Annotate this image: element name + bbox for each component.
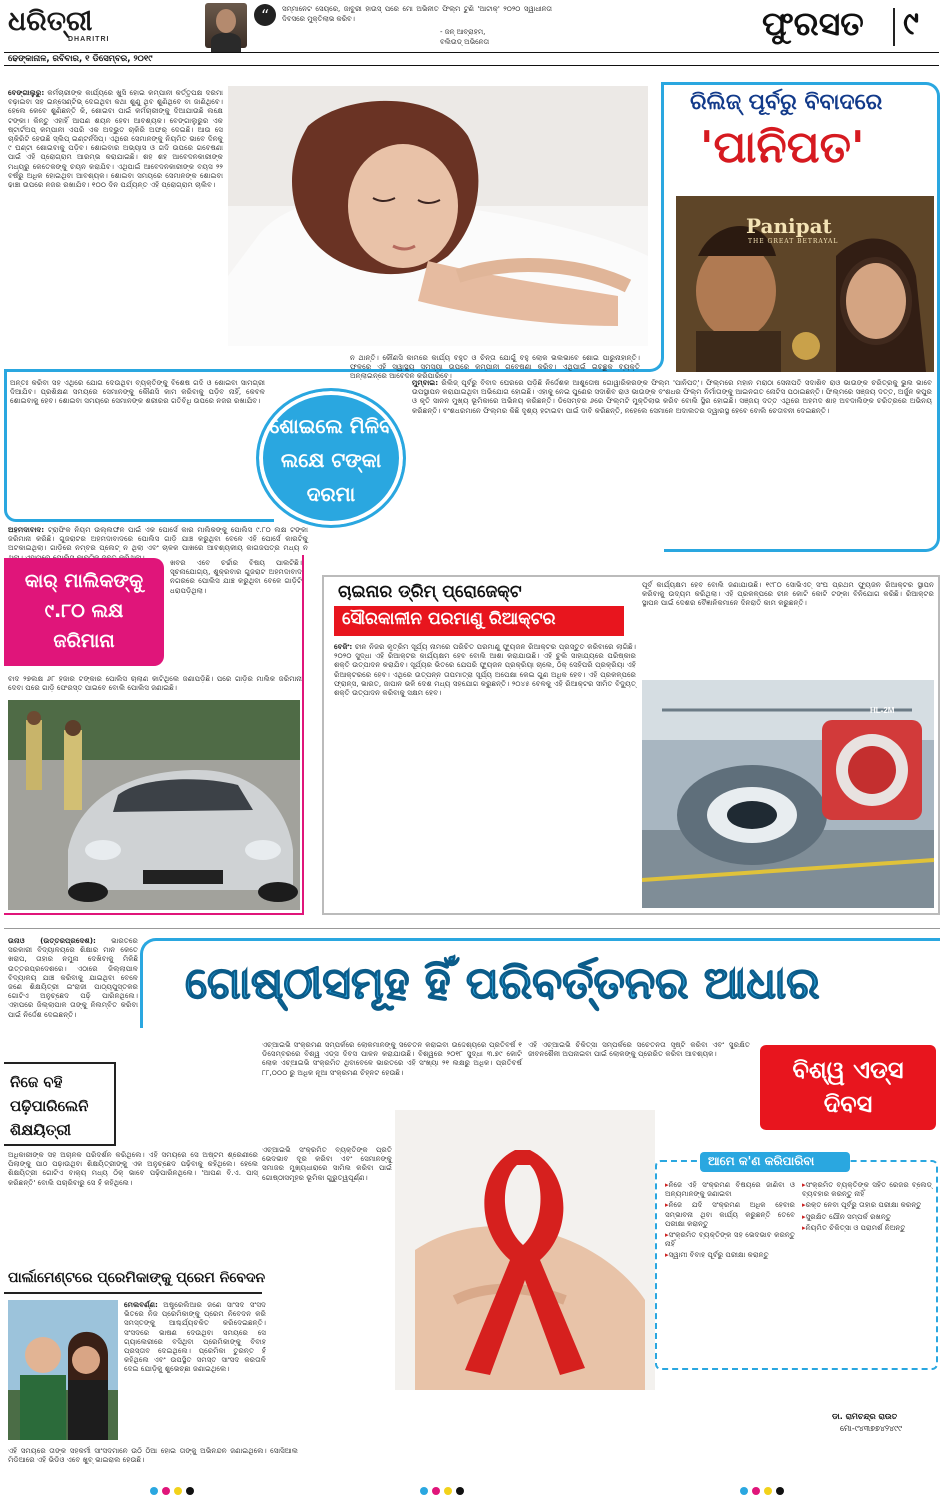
car-headline-box [4,558,164,666]
teacher-headline: ନିଜେ ବହି ପଢ଼ିପାରିଲେନି ଶିକ୍ଷୟିତ୍ରୀ [10,1073,89,1139]
section-divider [893,8,895,46]
tip-item: ▸ ନିଜେ ଏହି ସଂକ୍ରମଣ ବିଷୟରେ ଜାଣିବା ଓ ଅନ୍ୟମାନଙ୍କୁ ଜଣାଇବା [665,1180,795,1198]
poster-tagline: THE GREAT BETRAYAL [748,238,839,245]
aids-badge-text: ବିଶ୍ୱ ଏଡ୍‌ସ ଦିବସ [792,1056,904,1118]
aids-byline: ଡା. ରାମଚନ୍ଦ୍ର ରାଉତ [832,1412,898,1421]
aids-phone: ମୋ-୯୪୩୭୭୪୨୪୯୯ [840,1424,903,1433]
china-dateline: ବେଜିଂ: [334,642,353,651]
quote-icon: “ [254,4,276,26]
ribbon-photo [395,1110,655,1390]
tip-item: ▸ ସଂକ୍ରମିତ ବ୍ୟକ୍ତିଙ୍କ ସହ ଭେଦଭାବ କରନ୍ତୁ ନାହିଁ [665,1230,795,1248]
sleep-body-cont: ନ ଥାନ୍ତି। କୌଣସି କାମରେ କାର୍ଯ୍ୟ ବହୁତ ଓ ଚିନ୍ତା ଯୋଗୁଁ ବହୁ ଲୋକ ଭଲଭାବେ ଶୋଇ ପାରୁନାହାନ୍ତି। ଫଳରେ ଏହି ସ୍ୱାସ୍ଥ୍ୟ ସମସ୍ୟା ଉପରେ କମ୍ପାନୀ ଗବେଷଣା କରିବ। ଏଥିପାଇଁ ଇଚ୍ଛୁକ ବ୍ୟକ୍ତି ଅନ୍‌ଲାଇନ୍‌ରେ ଆବେଦନ କରିପାରିବେ। [350,353,640,381]
sleep-story-left: ଅନ୍ତଃ କରିବା ସହ ଏଥିରେ ଯୋଗ ଦେଉଥିବା ବ୍ୟକ୍ତିଙ୍କୁ ବିଶେଷ ଗଦି ଓ ଶୋଇବା ସାମଗ୍ରୀ ଦିଆଯିବ। ପ୍ରଶିକ୍ଷଣ ସମୟରେ ସେମାନଙ୍କୁ କୌଣସି କାମ କରିବାକୁ ପଡ଼ିବ ନାହିଁ, କେବଳ ଶୋଇବାକୁ ହେବ। ଶୋଇବା ସମୟରେ ସେମାନଙ୍କ ଶରୀରର ଗତିବିଧି ଉପରେ ନଜର ରଖାଯିବ। [10,378,265,406]
china-headline-bar [334,606,624,636]
porsche-photo [8,700,300,910]
panipat-body [412,378,932,543]
aids-tips-title-bar [700,1152,850,1172]
china-body [334,642,636,907]
masthead-quote: ସମ୍ମାନେଟ ସେୟରେ, ଜାବୁରୀ ହାଉସ୍ ପରେ ମୋ ଅଭିନୀତ ଫିଲ୍ମ ଟୁଣି 'ଆଟାକ୍' ୨୦୨୦ ସ୍ୱାଧୀନତା ଦିବସରେ ମୁକ୍ତିଲାଭ କରିବ। [282,5,552,23]
panipat-dateline: ମୁମ୍ବାଇ: [412,378,439,387]
aids-badge [760,1045,936,1130]
teacher-body2: ଅଧିକାରୀଙ୍କ ସହ ଅଚାନକ ପରିଦର୍ଶନ କରିଥିଲେ। ଏହି ସମୟରେ ସେ ଅଷ୍ଟମ ଶ୍ରେଣୀରେ ପିଲାଙ୍କୁ ପାଠ ପଢ଼ାଉଥିବା ଶିକ୍ଷୟିତ୍ରୀଙ୍କୁ ଏକ ଅନୁଚ୍ଛେଦ ପଢ଼ିବାକୁ କହିଥିଲେ। ହେଲେ ଶିକ୍ଷୟିତ୍ରୀ ଗୋଟିଏ ବାକ୍ୟ ମଧ୍ୟ ଠିକ୍ ଭାବେ ପଢ଼ିପାରିନଥିଲେ। 'ଆପଣ ବି.ଏ. ପାସ୍ କରିଛନ୍ତି' ବୋଲି ପଚାରିବାରୁ ସେ ହଁ କହିଥିଲେ। [8,1150,258,1187]
car-caption: ବାଦ ୨୭ଲକ୍ଷ ୬୮ ହଜାର ଟଙ୍କାର ପୋଲିସ ଚାଲାଣ କାଟିଥିଲେ ଜଣାପଡ଼ିଛି। ପରେ ଗାଡ଼ିର ମାଲିକ ଜରିମାନା ଦେବା ପରେ ଗାଡ଼ି ଫେରସ୍ତ ପାଇବେ ବୋଲି ପୋଲିସ ଜଣାଇଛି। [8,674,302,693]
tip-item: ▸ ନିଜେ ଯଦି ସଂକ୍ରମଣ ଅଧିକ ହେବାର ସମ୍ଭାବନା ଥିବା କାର୍ଯ୍ୟ କରୁଛନ୍ତି ତେବେ ପରୀକ୍ଷା କରାନ୍ତୁ [665,1200,795,1228]
aids-tips-right [802,1180,932,1365]
dateline: ଢେଙ୍କାନାଳ, ରବିବାର, ୧ ଡିସେମ୍ବର, ୨୦୧୯ [8,54,153,64]
parliament-body-text: ଅଷ୍ଟ୍ରେଲିଆର ଜଣେ ସାଂସଦ ସଂସଦ ଭିତରେ ନିଜ ପ୍ରେମିକାଙ୍କୁ ପ୍ରେମ ନିବେଦନ କରି ସମସ୍ତଙ୍କୁ ଆଶ୍ଚର୍ଯ୍ୟଚକିତ କରିଦେଇଛନ୍ତି। ସଂସଦରେ ଭାଷଣ ଦେଉଥିବା ସମୟରେ ସେ ଗ୍ୟାଲେରୀରେ ବସିଥିବା ପ୍ରେମିକାଙ୍କୁ ବିବାହ ପ୍ରସ୍ତାବ ଦେଇଥିଲେ। ପ୍ରେମିକା ତୁରନ୍ତ ହଁ କହିଥିଲେ ଏବଂ ଉପସ୍ଥିତ ସମସ୍ତ ସାଂସଦ କରତାଳି ଦେଇ ଯୋଡ଼ିକୁ ଶୁଭେଚ୍ଛା ଜଣାଇଥିଲେ। [124,1300,266,1374]
car-headline: କାର୍ ମାଲିକଙ୍କୁ ୯.୮୦ ଲକ୍ଷ ଜରିମାନା [24,570,144,652]
print-registration-bar [0,1484,945,1498]
aids-col1: ଏଚ୍‌ଆଇଭି ସଂକ୍ରମଣ ସମ୍ପର୍କରେ ଲୋକମାନଙ୍କୁ ସଚେତନ କରାଇବା ଉଦ୍ଦେଶ୍ୟରେ ପ୍ରତିବର୍ଷ ୧ ଡିସେମ୍ବରରେ ବିଶ୍ୱ ଏଡ୍‌ସ ଦିବସ ପାଳନ କରାଯାଉଛି। ବିଶ୍ୱରେ ୨୦୧୮ ସୁଦ୍ଧା ୩.୭୯ କୋଟି ଲୋକ ଏଚ୍‌ଆଇଭି ସଂକ୍ରମିତ ଥିବାବେଳେ ଭାରତରେ ଏହି ସଂଖ୍ୟା ୨୧ ଲକ୍ଷରୁ ଅଧିକ। ପ୍ରତିବର୍ଷ ୮୮,୦୦୦ ରୁ ଅଧିକ ନୂଆ ସଂକ୍ରମଣ ଚିହ୍ନଟ ହେଉଛି। [262,1040,522,1077]
teacher-dateline: ଉନାଓ (ଉତ୍ତରପ୍ରଦେଶ): [8,936,96,945]
sleep-photo [228,86,648,346]
tip-item: ▸ ସ୍ୱାମୀ ବିବାହ ପୂର୍ବରୁ ପରୀକ୍ଷା କରାନ୍ତୁ [665,1250,795,1259]
section-title: ଫୁରସତ [762,4,864,43]
panipat-poster [676,196,934,372]
quote-author: - ଜନ୍ ଆବ୍ରାହମ, [440,28,486,36]
sleep-story-body [8,88,223,368]
china-headline: ସୌରକାଳୀନ ପରମାଣୁ ରିଆକ୍ଟର [342,609,556,629]
china-body-text: ଚୀନ ନିଜର କୃତ୍ରିମ ସୂର୍ଯ୍ୟ ନାମରେ ପରିଚିତ ପରମାଣୁ ଫ୍ୟୁଜନ ରିଆକ୍ଟର ପ୍ରସ୍ତୁତ କରିବାରେ ଲାଗିଛି। ୨୦୨୦ ସୁଦ୍ଧା ଏହି ରିଆକ୍ଟର କାର୍ଯ୍ୟକ୍ଷମ ହେବ ବୋଲି ଆଶା କରାଯାଉଛି। ଏହି ଚୁଲି ସାହାଯ୍ୟରେ ପରିଷ୍କାର ଶକ୍ତି ଉତ୍ପାଦନ କରାଯିବ। ସୂର୍ଯ୍ୟର ଭିତରେ ଯେପରି ଫ୍ୟୁଜନ ପ୍ରକ୍ରିୟା ଚାଲେ, ଠିକ୍ ସେହିପରି ପ୍ରକ୍ରିୟା ଏହି ରିଆକ୍ଟରରେ ହେବ। ଏଥିରେ ଉତ୍ପନ୍ନ ତାପମାତ୍ରା ସୂର୍ଯ୍ୟ ଅପେକ୍ଷା କେଇ ଗୁଣ ଅଧିକ ହେବ। ଏହି ପ୍ରକଳ୍ପରେ ଫ୍ରାନ୍ସ, ଭାରତ, ଜାପାନ ଭଳି ଦେଶ ମଧ୍ୟ ସହଯୋଗ କରୁଛନ୍ତି। ୨୦୪୫ ବେଳକୁ ଏହି ରିଆକ୍ଟର ସୀମିତ ବିଦ୍ୟୁତ୍ ଶକ୍ତି ଉତ୍ପାଦନ କରିବାକୁ ସକ୍ଷମ ହେବ। [334,642,636,698]
aids-tips-title: ଆମେ କ'ଣ କରିପାରିବା [708,1154,815,1168]
china-kicker: ଚାଇନାର ଡ୍ରିମ୍ ପ୍ରୋଜେକ୍ଟ [338,582,522,602]
sleep-headline-oval [256,388,406,528]
teacher-body-text: ଭାରତରେ ସରକାରୀ ବିଦ୍ୟାଳୟରେ ଶିକ୍ଷାର ମାନ କେତେ ଖରାପ, ତାହାର ନମୁନା ଦେଖିବାକୁ ମିଳିଛି ଉତ୍ତରପ୍ରଦେଶରେ। ଏଠାରେ ଜିଲ୍ଲାପାଳ ବିଦ୍ୟାଳୟ ଯାଞ୍ଚ କରିବାକୁ ଯାଇଥିବା ବେଳେ ଜଣେ ଶିକ୍ଷୟିତ୍ରୀ ଇଂରାଜୀ ପାଠ୍ୟପୁସ୍ତକର ଗୋଟିଏ ଅନୁଚ୍ଛେଦ ପଢ଼ି ପାରିନଥିଲେ। ଏହାପରେ ଜିଲ୍ଲାପାଳ ତାଙ୍କୁ ନିଲମ୍ବିତ କରିବା ପାଇଁ ନିର୍ଦ୍ଦେଶ ଦେଇଛନ୍ତି। [8,936,138,1019]
dateline-bar [4,52,939,66]
parliament-dateline: ମେଲବର୍ଣ୍ଣ: [124,1300,158,1309]
logo-subtext: DHARITRI [68,36,110,43]
tip-item: ▸ ନିୟମିତ ଚିକିତ୍ସା ଓ ପରାମର୍ଶ ନିଅନ୍ତୁ [802,1223,932,1232]
aids-headline: ଗୋଷ୍ଠୀସମୂହ ହିଁ ପରିବର୍ତ୍ତନର ଆଧାର [185,958,820,1009]
author-photo [205,3,247,48]
parliament-body [124,1300,266,1440]
car-body-text: ଟ୍ରାଫିକ ନିୟମ ଉଲ୍ଲଙ୍ଘନ ପାଇଁ ଏକ ପୋର୍ସେ କାର ମାଲିକଙ୍କୁ ପୋଲିସ ୯.୮୦ ଲକ୍ଷ ଟଙ୍କା ଜରିମାନା କରିଛି। ଗୁଜରାଟର ଅହମଦାବାଦରେ ପୋଲିସ ଗାଡ଼ି ଯାଞ୍ଚ କରୁଥିବା ବେଳେ ଏହି ପୋର୍ସେ କାରଟିକୁ ଅଟକାଇଥିଲା। ଗାଡ଼ିରେ ନମ୍ବର ପ୍ଲେଟ୍ ନ ଥିଲା ଏବଂ ଚାଳକ ପାଖରେ ଆବଶ୍ୟକୀୟ କାଗଜପତ୍ର ମଧ୍ୟ ନ [8,525,308,553]
couple-photo-art [8,1300,118,1440]
porsche-photo-art [8,700,300,910]
sleep-headline: ଶୋଇଲେ ମିଳିବ ଲକ୍ଷେ ଟଙ୍କା ଦରମା [269,414,393,506]
car-body [8,525,308,555]
page-number: ୯ [903,4,919,42]
panipat-headline: 'ପାନିପତ' [700,122,865,173]
aids-col3: ଏହି ଏଚ୍‌ଆଇଭି ଚିକିତ୍ସା ସମ୍ପର୍କରେ ସଚେତନତା ସୃଷ୍ଟି କରିବା ଏବଂ ସୁରକ୍ଷିତ ଜୀବନଶୈଳୀ ଅପନାଇବା ପାଇଁ ଲୋକଙ୍କୁ ପ୍ରେରିତ କରିବା ଆବଶ୍ୟକ। [528,1040,750,1059]
parliament-body2: ଏହି ସମୟରେ ତାଙ୍କ ସହକର୍ମୀ ସାଂସଦମାନେ ଉଠି ଠିଆ ହୋଇ ତାଙ୍କୁ ଅଭିନନ୍ଦନ ଜଣାଇଥିଲେ। ସୋସିଆଲ ମିଡିଆରେ ଏହି ଭିଡିଓ ଏବେ ଖୁବ୍ ଭାଇରାଲ ହେଉଛି। [8,1446,298,1465]
sleep-dateline: ବେଙ୍ଗାଲୁରୁ: [8,88,45,97]
teacher-headline-box [4,1062,116,1146]
reactor-photo [642,680,934,908]
china-body-right: ପୂର୍ବ କାର୍ଯ୍ୟକ୍ଷମ ହେବ ବୋଲି ଜଣାଯାଉଛି। ୧୯୮୦ ସୋଭିଏତ୍ ସଂଘ ପ୍ରଥମ ଫ୍ୟୁଜନ ରିଆକ୍ଟର ସ୍ଥାପନ କରିବାକୁ ଉଦ୍ୟମ କରିଥିଲା। ଏହି ପ୍ରକଳ୍ପରେ ଚୀନ କୋଟି କୋଟି ଟଙ୍କା ବିନିଯୋଗ କରିଛି। ରିଆକ୍ଟର ସ୍ଥାପନ ପାଇଁ ଦେଶର ବୈଜ୍ଞାନିକମାନେ ଦିନରାତି କାମ କରୁଛନ୍ତି। [642,580,934,608]
sleeping-woman-illustration [228,86,648,346]
panipat-body-text: ରିଲିଜ୍ ପୂର୍ବରୁ ବିବାଦ ଘେରରେ ପଡ଼ିଛି ନିର୍ଦ୍ଦେଶକ ଆଶୁତୋଷ ଗୋୱାରିକରଙ୍କ ଫିଲ୍ମ 'ପାନିପତ୍'। ଫିଲ୍ମରେ ମହାନ ମରାଠା ସେନାପତି ସଦାଶିବ ରାଓ ଭାଉଙ୍କ ଚରିତ୍ରକୁ ଭୁଲ ଭାବେ ଉପସ୍ଥାପନ କରାଯାଇଥିବା ଅଭିଯୋଗ ହୋଇଛି। ଏହାକୁ ନେଇ ପୁଣେର ସଦାଶିବ ରାଓ ଭାଉଙ୍କ ବଂଶଧର ଫିଲ୍ମ ନିର୍ମାତାଙ୍କୁ ଆଇନଗତ ନୋଟିସ ପଠାଇଛନ୍ତି। ଫିଲ୍ମରେ ସଞ୍ଜୟ ଦତ୍ତ, ଅର୍ଜୁନ କପୁର ଓ କୃତି ସାନନ ମୁଖ୍ୟ ଭୂମିକାରେ ଅଭିନୟ କରିଛନ୍ତି। ଡିସେମ୍ବର ୬ରେ ଫିଲ୍ମଟି ମୁକ୍ତିଲାଭ କରିବ ବୋଲି ସ୍ଥିର ହୋଇଛି। ସଞ୍ଜୟ ଦତ୍ତ ଏଥିରେ ଅହମଦ ଶାହ ଅବଦାଲିଙ୍କ ଚରିତ୍ରରେ ଅଭିନୟ କରିଛନ୍ତି। ବଂଶଧରମାନେ ଫିଲ୍ମର କିଛି ଦୃଶ୍ୟ ହଟାଇବା ପାଇଁ ଦାବି କରିଛନ୍ତି, ନହେଲେ ସେମାନେ ଅଦାଲତର ଦ୍ୱାରସ୍ଥ ହେବେ ବୋଲି ଚେତାବନୀ ଦେଇଛନ୍ତି। [412,378,932,415]
couple-photo [8,1300,118,1440]
tip-item: ▸ ସଂକ୍ରମିତ ବ୍ୟକ୍ତିଙ୍କ ସହିତ ରେଜର ବ୍ଲେଡ୍ ବ୍ୟବହାର କରନ୍ତୁ ନାହିଁ [802,1180,932,1198]
tip-item: ▸ ସୁରକ୍ଷିତ ଯୌନ ସମ୍ପର୍କ ରଖନ୍ତୁ [802,1212,932,1221]
logo [8,6,148,46]
panipat-kicker: ରିଲିଜ୍ ପୂର୍ବରୁ ବିବାଦରେ [690,90,883,115]
red-ribbon-illustration [395,1110,655,1390]
logo-text: ଧରିତ୍ରୀ [8,6,93,37]
masthead [0,0,945,70]
reactor-label: HL-2M [870,706,895,715]
aids-col2: ଏଚ୍‌ଆଇଭି ସଂକ୍ରମିତ ବ୍ୟକ୍ତିଙ୍କ ପ୍ରତି ଭେଦଭାବ ଦୂର କରିବା ଏବଂ ସେମାନଙ୍କୁ ସମାଜର ମୁଖ୍ୟଧାରାରେ ସାମିଲ କରିବା ପାଇଁ ଗୋଷ୍ଠୀସମୂହର ଭୂମିକା ଗୁରୁତ୍ୱପୂର୍ଣ୍ଣ। [262,1145,392,1182]
quote-author-role: ବଲିଉଡ୍ ଅଭିନେତା [440,38,490,46]
section-separator [4,928,940,929]
tip-item: ▸ ରକ୍ତ ନେବା ପୂର୍ବରୁ ତାହାର ପରୀକ୍ଷା କରନ୍ତୁ [802,1200,932,1209]
car-dateline: ଅହମଦାବାଦ: [8,525,45,534]
aids-tips-left [665,1180,795,1365]
poster-title: Panipat [746,214,832,238]
sleep-body: କର୍ମଚାରୀଙ୍କ କାର୍ଯ୍ୟରେ ଖୁସି ହୋଇ କମ୍ପାନୀ କର୍ତ୍ତୃପକ୍ଷ ଦରମା ବଢ଼ାଇବା ସହ ଇନ୍‌ସେଣ୍ଟିଭ୍ ଦେଇଥିବା କଥା ଶୁଣୁ ଥିବ ଶୁଣିଥିବେ ବା ଜାଣିଥିବେ। ହେଲେ କେବେ ଶୁଣିଛନ୍ତି କି, ଶୋଇବା ପାଇଁ କର୍ମଚାରୀଙ୍କୁ ଦିଆଯାଉଛି ଲକ୍ଷେ ଟଙ୍କା। କିନ୍ତୁ ଏହାହିଁ ଆପଣ ଶୟନ ହେବା ଆବଶ୍ୟକ। ବେଙ୍ଗାଲୁରୁର ଏକ ଷ୍ଟାର୍ଟଅପ୍ କମ୍ପାନୀ ଏପରି ଏକ ଅଦ୍ଭୁତ ଚାକିରି ଅଫର୍ ଦେଇଛି। ଆଉ ସେ ଚାକିରିଟି ହେଉଛି ସ୍ଲିପ୍ ଇଣ୍ଟର୍ନସିପ୍। ଏଥିରେ ସେମାନଙ୍କୁ ନିୟମିତ ଭାବେ ଦିନକୁ ୯ ଘଣ୍ଟା ଶୋଇବାକୁ ପଡ଼ିବ। ଶୋଇବାର ଅଭ୍ୟାସ ଓ ଗଦି ଉପରେ ଗବେଷଣା ପାଇଁ ଏହି ପ୍ରୋଗ୍ରାମ ଆରମ୍ଭ କରାଯାଇଛି। ଶହ ଶହ ଆବେଦନକାରୀଙ୍କ ମଧ୍ୟରୁ କେତେକଙ୍କୁ ଚୟନ କରାଯିବ। ଏଥିପାଇଁ ଆବେଦନକାରୀଙ୍କ ବୟସ ୨୨ ବର୍ଷରୁ ଅଧିକ ହୋଇଥିବା ଆବଶ୍ୟକ। ଶୋଇବା ସମୟରେ ସେମାନଙ୍କ ଶୋଇବା ଢାଞ୍ଚା ଉପରେ ନଜର ରଖାଯିବ। ୧୦୦ ଦିନ ପର୍ଯ୍ୟନ୍ତ ଏହି ପ୍ରୋଗ୍ରାମ ଚାଲିବ। [8,88,223,190]
parliament-headline-bar [4,1268,266,1294]
parliament-headline: ପାର୍ଲାମେଣ୍ଟରେ ପ୍ରେମିକାଙ୍କୁ ପ୍ରେମ ନିବେଦନ [8,1270,266,1286]
car-body2: ଖବର ଏବେ ଚର୍ଚ୍ଚାର ବିଷୟ ପାଲଟିଛି। ସୂଚନାଯୋଗ୍ୟ, ଶୁକ୍ରବାର ଗୁଜରାଟ ଅହମଦାବାଦ ନଗରରେ ପୋଲିସ ଯାଞ୍ଚ କରୁଥିବା ବେଳେ ଗାଡ଼ିଟି ଧରାପଡ଼ିଥିଲା। [170,558,302,595]
